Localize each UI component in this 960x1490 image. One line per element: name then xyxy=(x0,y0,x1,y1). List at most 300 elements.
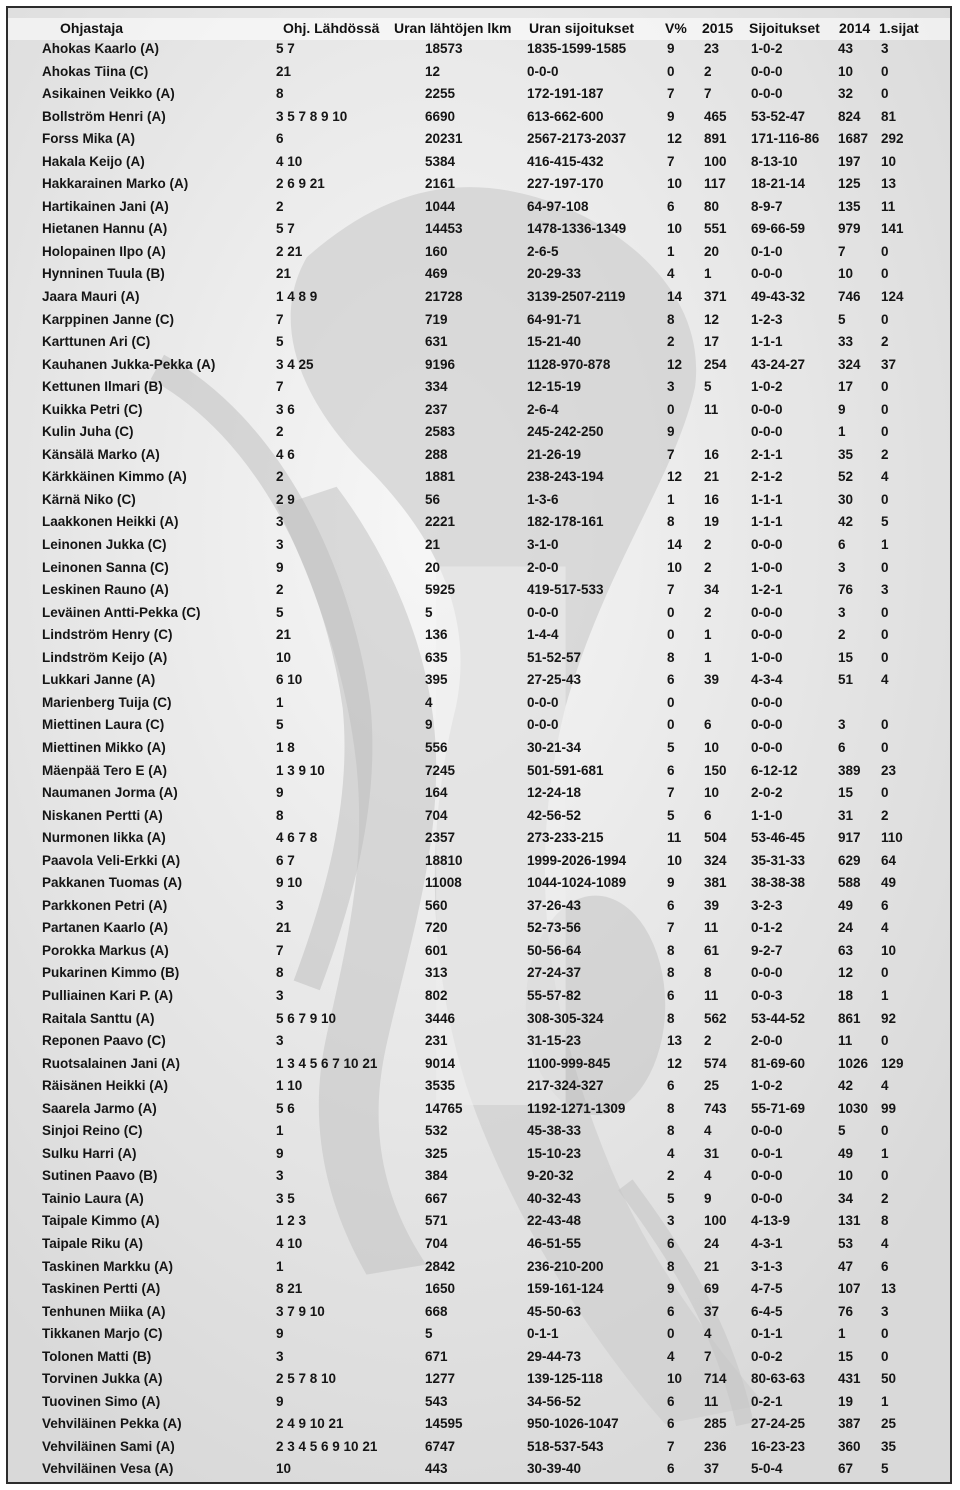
career-placings: 50-56-64 xyxy=(527,942,582,958)
wins-2014: 0 xyxy=(881,243,889,259)
ohj-lahdossa: 8 xyxy=(276,965,284,981)
career-starts: 9014 xyxy=(425,1055,456,1071)
placings-2015: 0-0-0 xyxy=(751,1168,783,1184)
placings-2015: 49-43-32 xyxy=(751,289,806,305)
career-starts: 160 xyxy=(425,243,448,259)
starts-2014: 588 xyxy=(838,875,861,891)
wins-2014: 11 xyxy=(881,198,896,214)
starts-2014: 979 xyxy=(838,221,861,237)
ohj-lahdossa: 10 xyxy=(276,649,292,665)
table-row xyxy=(8,399,950,422)
starts-2014: 33 xyxy=(838,334,854,350)
placings-2015: 3-2-3 xyxy=(751,897,783,913)
starts-2015: 25 xyxy=(704,1078,720,1094)
career-starts: 3535 xyxy=(425,1078,456,1094)
placings-2015: 0-0-0 xyxy=(751,86,783,102)
starts-2014: 1030 xyxy=(838,1100,869,1116)
wins-2014: 4 xyxy=(881,920,889,936)
win-percent: 10 xyxy=(667,1371,683,1387)
win-percent: 11 xyxy=(667,830,682,846)
ohj-lahdossa: 2 6 9 21 xyxy=(276,176,325,192)
driver-name: Pukarinen Kimmo (B) xyxy=(42,965,180,981)
table-row xyxy=(8,1413,950,1436)
win-percent: 8 xyxy=(667,1010,675,1026)
wins-2014: 4 xyxy=(881,1235,889,1251)
starts-2014: 12 xyxy=(838,965,854,981)
career-starts: 5 xyxy=(425,604,433,620)
career-placings: 0-0-0 xyxy=(527,717,559,733)
career-placings: 42-56-52 xyxy=(527,807,582,823)
starts-2015: 10 xyxy=(704,739,720,755)
win-percent: 7 xyxy=(667,582,675,598)
career-starts: 136 xyxy=(425,627,448,643)
wins-2014: 99 xyxy=(881,1100,897,1116)
wins-2014: 6 xyxy=(881,897,889,913)
table-row xyxy=(8,489,950,512)
starts-2015: 37 xyxy=(704,1461,720,1477)
table-row xyxy=(8,218,950,241)
starts-2014: 1 xyxy=(838,1326,846,1342)
placings-2015: 0-0-3 xyxy=(751,987,783,1003)
win-percent: 7 xyxy=(667,920,675,936)
table-row xyxy=(8,1458,950,1481)
starts-2015: 23 xyxy=(704,41,720,56)
wins-2014: 2 xyxy=(881,334,889,350)
starts-2014: 49 xyxy=(838,1145,854,1161)
placings-2015: 1-2-1 xyxy=(751,582,783,598)
starts-2015: 37 xyxy=(704,1303,720,1319)
placings-2015: 4-3-4 xyxy=(751,672,783,688)
starts-2014: 360 xyxy=(838,1438,861,1454)
career-placings: 950-1026-1047 xyxy=(527,1416,619,1432)
career-placings: 30-39-40 xyxy=(527,1461,582,1477)
wins-2014: 3 xyxy=(881,1303,889,1319)
starts-2014: 52 xyxy=(838,469,854,485)
starts-2015: 1 xyxy=(704,627,712,643)
starts-2015: 39 xyxy=(704,897,720,913)
driver-name: Taskinen Pertti (A) xyxy=(42,1281,161,1297)
table-row xyxy=(8,511,950,534)
win-percent: 2 xyxy=(667,1168,675,1184)
wins-2014: 23 xyxy=(881,762,897,778)
ohj-lahdossa: 6 xyxy=(276,131,284,147)
starts-2015: 7 xyxy=(704,1348,712,1364)
placings-2015: 18-21-14 xyxy=(751,176,806,192)
career-starts: 164 xyxy=(425,785,448,801)
starts-2014: 2 xyxy=(838,627,846,643)
table-row xyxy=(8,1323,950,1346)
wins-2014: 2 xyxy=(881,807,889,823)
ohj-lahdossa: 5 7 xyxy=(276,221,295,237)
career-starts: 2221 xyxy=(425,514,456,530)
career-starts: 20 xyxy=(425,559,441,575)
ohj-lahdossa: 6 7 xyxy=(276,852,295,868)
driver-name: Naumanen Jorma (A) xyxy=(42,785,178,801)
header-2014: 2014 xyxy=(839,20,871,36)
starts-2015: 743 xyxy=(704,1100,727,1116)
career-placings: 419-517-533 xyxy=(527,582,604,598)
career-starts: 543 xyxy=(425,1393,448,1409)
driver-name: Hakala Keijo (A) xyxy=(42,153,145,169)
wins-2014: 0 xyxy=(881,1348,889,1364)
placings-2015: 0-0-0 xyxy=(751,1190,783,1206)
table-row xyxy=(8,737,950,760)
table-row xyxy=(8,106,950,129)
header-2015: 2015 xyxy=(702,20,734,36)
wins-2014: 0 xyxy=(881,1033,889,1049)
placings-2015: 35-31-33 xyxy=(751,852,806,868)
table-row xyxy=(8,421,950,444)
win-percent: 9 xyxy=(667,424,675,440)
career-starts: 560 xyxy=(425,897,448,913)
win-percent: 6 xyxy=(667,1393,675,1409)
wins-2014: 0 xyxy=(881,424,889,440)
win-percent: 8 xyxy=(667,311,675,327)
placings-2015: 1-0-2 xyxy=(751,41,783,56)
wins-2014: 0 xyxy=(881,379,889,395)
placings-2015: 171-116-86 xyxy=(751,131,820,147)
wins-2014: 0 xyxy=(881,627,889,643)
career-placings: 159-161-124 xyxy=(527,1281,604,1297)
win-percent: 3 xyxy=(667,1213,675,1229)
ohj-lahdossa: 2 21 xyxy=(276,243,303,259)
wins-2014: 2 xyxy=(881,446,889,462)
career-placings: 15-10-23 xyxy=(527,1145,582,1161)
placings-2015: 0-0-0 xyxy=(751,739,783,755)
ohj-lahdossa: 21 xyxy=(276,920,292,936)
starts-2014: 19 xyxy=(838,1393,854,1409)
career-placings: 613-662-600 xyxy=(527,108,604,124)
placings-2015: 1-2-3 xyxy=(751,311,783,327)
starts-2015: 381 xyxy=(704,875,727,891)
driver-name: Hietanen Hannu (A) xyxy=(42,221,168,237)
starts-2014: 861 xyxy=(838,1010,861,1026)
ohj-lahdossa: 9 xyxy=(276,1326,284,1342)
table-row xyxy=(8,331,950,354)
starts-2015: 2 xyxy=(704,537,712,553)
wins-2014: 0 xyxy=(881,491,889,507)
career-starts: 4 xyxy=(425,694,433,710)
driver-name: Lindström Keijo (A) xyxy=(42,649,168,665)
win-percent: 9 xyxy=(667,108,675,124)
results-table-page xyxy=(6,6,952,1484)
starts-2014: 53 xyxy=(838,1235,854,1251)
win-percent: 4 xyxy=(667,1348,675,1364)
wins-2014: 49 xyxy=(881,875,897,891)
starts-2015: 254 xyxy=(704,356,727,372)
wins-2014: 50 xyxy=(881,1371,897,1387)
ohj-lahdossa: 3 xyxy=(276,1348,284,1364)
placings-2015: 0-0-0 xyxy=(751,604,783,620)
career-placings: 55-57-82 xyxy=(527,987,582,1003)
wins-2014: 0 xyxy=(881,401,889,417)
career-starts: 2357 xyxy=(425,830,456,846)
starts-2015: 562 xyxy=(704,1010,727,1026)
starts-2014: 63 xyxy=(838,942,854,958)
starts-2015: 504 xyxy=(704,830,727,846)
driver-name: Bollström Henri (A) xyxy=(42,108,166,124)
table-row xyxy=(8,1143,950,1166)
starts-2015: 34 xyxy=(704,582,720,598)
wins-2014: 0 xyxy=(881,559,889,575)
table-row xyxy=(8,534,950,557)
ohj-lahdossa: 2 3 4 5 6 9 10 21 xyxy=(276,1438,378,1454)
win-percent: 4 xyxy=(667,1145,675,1161)
driver-name: Kauhanen Jukka-Pekka (A) xyxy=(42,356,216,372)
wins-2014: 0 xyxy=(881,965,889,981)
career-starts: 2583 xyxy=(425,424,456,440)
wins-2014: 13 xyxy=(881,176,897,192)
placings-2015: 27-24-25 xyxy=(751,1416,806,1432)
career-starts: 7245 xyxy=(425,762,456,778)
starts-2015: 11 xyxy=(704,987,719,1003)
placings-2015: 16-23-23 xyxy=(751,1438,806,1454)
placings-2015: 4-7-5 xyxy=(751,1281,783,1297)
wins-2014: 4 xyxy=(881,672,889,688)
ohj-lahdossa: 2 xyxy=(276,469,284,485)
win-percent: 7 xyxy=(667,446,675,462)
win-percent: 6 xyxy=(667,897,675,913)
wins-2014: 1 xyxy=(881,1393,889,1409)
wins-2014: 0 xyxy=(881,1168,889,1184)
starts-2014: 15 xyxy=(838,785,854,801)
placings-2015: 1-1-1 xyxy=(751,491,783,507)
career-placings: 416-415-432 xyxy=(527,153,604,169)
ohj-lahdossa: 8 xyxy=(276,807,284,823)
wins-2014: 0 xyxy=(881,86,889,102)
starts-2014: 15 xyxy=(838,1348,854,1364)
career-starts: 384 xyxy=(425,1168,448,1184)
ohj-lahdossa: 3 xyxy=(276,1168,284,1184)
ohj-lahdossa: 1 2 3 xyxy=(276,1213,307,1229)
career-placings: 227-197-170 xyxy=(527,176,604,192)
starts-2014: 5 xyxy=(838,1123,846,1139)
starts-2014: 3 xyxy=(838,604,846,620)
career-placings: 27-25-43 xyxy=(527,672,582,688)
starts-2014: 15 xyxy=(838,649,854,665)
table-row xyxy=(8,872,950,895)
career-starts: 635 xyxy=(425,649,448,665)
ohj-lahdossa: 5 xyxy=(276,717,284,733)
placings-2015: 53-44-52 xyxy=(751,1010,806,1026)
starts-2014: 1687 xyxy=(838,131,869,147)
win-percent: 0 xyxy=(667,717,675,733)
table-row xyxy=(8,1368,950,1391)
placings-2015: 0-0-0 xyxy=(751,537,783,553)
placings-2015: 2-0-0 xyxy=(751,1033,783,1049)
starts-2015: 16 xyxy=(704,491,720,507)
driver-name: Leskinen Rauno (A) xyxy=(42,582,169,598)
starts-2014: 3 xyxy=(838,717,846,733)
driver-name: Karttunen Ari (C) xyxy=(42,334,151,350)
table-row xyxy=(8,241,950,264)
starts-2014: 7 xyxy=(838,243,846,259)
ohj-lahdossa: 21 xyxy=(276,627,292,643)
table-row xyxy=(8,309,950,332)
win-percent: 12 xyxy=(667,1055,683,1071)
career-placings: 501-591-681 xyxy=(527,762,604,778)
starts-2015: 10 xyxy=(704,785,720,801)
wins-2014: 0 xyxy=(881,604,889,620)
career-placings: 1044-1024-1089 xyxy=(527,875,627,891)
starts-2015: 551 xyxy=(704,221,727,237)
starts-2014: 1 xyxy=(838,424,846,440)
career-starts: 334 xyxy=(425,379,448,395)
driver-name: Hynninen Tuula (B) xyxy=(42,266,165,282)
win-percent: 0 xyxy=(667,694,675,710)
win-percent: 13 xyxy=(667,1033,683,1049)
driver-name: Sulku Harri (A) xyxy=(42,1145,137,1161)
table-row xyxy=(8,624,950,647)
career-placings: 0-1-1 xyxy=(527,1326,559,1342)
starts-2014: 107 xyxy=(838,1281,861,1297)
ohj-lahdossa: 5 6 7 9 10 xyxy=(276,1010,337,1026)
win-percent: 2 xyxy=(667,334,675,350)
career-starts: 14453 xyxy=(425,221,463,237)
wins-2014: 35 xyxy=(881,1438,897,1454)
placings-2015: 2-0-2 xyxy=(751,785,783,801)
wins-2014: 13 xyxy=(881,1281,897,1297)
win-percent: 4 xyxy=(667,266,675,282)
placings-2015: 4-3-1 xyxy=(751,1235,783,1251)
win-percent: 6 xyxy=(667,672,675,688)
starts-2015: 150 xyxy=(704,762,727,778)
wins-2014: 92 xyxy=(881,1010,897,1026)
table-row xyxy=(8,83,950,106)
career-placings: 1-4-4 xyxy=(527,627,559,643)
driver-name: Miettinen Laura (C) xyxy=(42,717,165,733)
starts-2015: 11 xyxy=(704,920,719,936)
placings-2015: 1-1-1 xyxy=(751,334,783,350)
career-placings: 1128-970-878 xyxy=(527,356,611,372)
win-percent: 8 xyxy=(667,1123,675,1139)
wins-2014: 1 xyxy=(881,987,889,1003)
table-row xyxy=(8,895,950,918)
career-placings: 0-0-0 xyxy=(527,63,559,79)
driver-name: Porokka Markus (A) xyxy=(42,942,169,958)
starts-2015: 2 xyxy=(704,63,712,79)
career-starts: 6690 xyxy=(425,108,456,124)
ohj-lahdossa: 1 xyxy=(276,694,284,710)
starts-2015: 19 xyxy=(704,514,720,530)
win-percent: 8 xyxy=(667,965,675,981)
starts-2014: 43 xyxy=(838,41,854,56)
career-placings: 51-52-57 xyxy=(527,649,582,665)
career-placings: 2567-2173-2037 xyxy=(527,131,627,147)
ohj-lahdossa: 1 3 9 10 xyxy=(276,762,325,778)
table-row xyxy=(8,61,950,84)
win-percent: 8 xyxy=(667,1258,675,1274)
ohj-lahdossa: 10 xyxy=(276,1461,292,1477)
ohj-lahdossa: 1 xyxy=(276,1258,284,1274)
driver-name: Tolonen Matti (B) xyxy=(42,1348,152,1364)
career-starts: 6747 xyxy=(425,1438,456,1454)
driver-name: Nurmonen Iikka (A) xyxy=(42,830,166,846)
starts-2015: 1 xyxy=(704,649,712,665)
career-placings: 1-3-6 xyxy=(527,491,559,507)
driver-name: Kettunen Ilmari (B) xyxy=(42,379,163,395)
starts-2015: 20 xyxy=(704,243,720,259)
win-percent: 6 xyxy=(667,987,675,1003)
placings-2015: 0-0-0 xyxy=(751,694,783,710)
win-percent: 8 xyxy=(667,514,675,530)
placings-2015: 43-24-27 xyxy=(751,356,806,372)
table-row xyxy=(8,1256,950,1279)
driver-name: Tuovinen Simo (A) xyxy=(42,1393,161,1409)
starts-2014: 746 xyxy=(838,289,861,305)
career-placings: 9-20-32 xyxy=(527,1168,574,1184)
starts-2014: 18 xyxy=(838,987,854,1003)
starts-2014: 51 xyxy=(838,672,854,688)
career-starts: 802 xyxy=(425,987,448,1003)
table-body xyxy=(8,38,950,1481)
starts-2014: 76 xyxy=(838,582,854,598)
career-starts: 532 xyxy=(425,1123,448,1139)
career-starts: 21 xyxy=(425,537,441,553)
ohj-lahdossa: 7 xyxy=(276,379,284,395)
win-percent: 0 xyxy=(667,627,675,643)
career-starts: 18573 xyxy=(425,41,463,56)
driver-name: Paavola Veli-Erkki (A) xyxy=(42,852,181,868)
table-row xyxy=(8,1278,950,1301)
career-starts: 5925 xyxy=(425,582,456,598)
placings-2015: 2-1-2 xyxy=(751,469,783,485)
win-percent: 8 xyxy=(667,649,675,665)
driver-name: Kärnä Niko (C) xyxy=(42,491,136,507)
starts-2015: 714 xyxy=(704,1371,727,1387)
ohj-lahdossa: 2 5 7 8 10 xyxy=(276,1371,337,1387)
win-percent: 7 xyxy=(667,1438,675,1454)
starts-2015: 11 xyxy=(704,1393,719,1409)
ohj-lahdossa: 6 10 xyxy=(276,672,303,688)
career-starts: 720 xyxy=(425,920,448,936)
career-placings: 22-43-48 xyxy=(527,1213,582,1229)
table-row xyxy=(8,1053,950,1076)
ohj-lahdossa: 3 5 7 8 9 10 xyxy=(276,108,348,124)
placings-2015: 53-52-47 xyxy=(751,108,806,124)
table-row xyxy=(8,782,950,805)
placings-2015: 0-1-0 xyxy=(751,243,783,259)
driver-name: Holopainen Ilpo (A) xyxy=(42,243,166,259)
starts-2015: 6 xyxy=(704,807,712,823)
wins-2014: 5 xyxy=(881,1461,889,1477)
driver-name: Sutinen Paavo (B) xyxy=(42,1168,158,1184)
ohj-lahdossa: 21 xyxy=(276,266,292,282)
starts-2014: 67 xyxy=(838,1461,854,1477)
placings-2015: 0-0-0 xyxy=(751,965,783,981)
starts-2014: 76 xyxy=(838,1303,854,1319)
career-starts: 5 xyxy=(425,1326,433,1342)
career-starts: 671 xyxy=(425,1348,448,1364)
driver-name: Parkkonen Petri (A) xyxy=(42,897,168,913)
driver-name: Miettinen Mikko (A) xyxy=(42,739,166,755)
starts-2014: 24 xyxy=(838,920,854,936)
win-percent: 10 xyxy=(667,559,683,575)
starts-2015: 4 xyxy=(704,1326,712,1342)
table-row xyxy=(8,1301,950,1324)
career-starts: 18810 xyxy=(425,852,463,868)
ohj-lahdossa: 3 4 25 xyxy=(276,356,314,372)
placings-2015: 1-0-2 xyxy=(751,1078,783,1094)
table-row xyxy=(8,466,950,489)
career-placings: 236-210-200 xyxy=(527,1258,604,1274)
career-placings: 0-0-0 xyxy=(527,604,559,620)
starts-2015: 6 xyxy=(704,717,712,733)
table-row xyxy=(8,850,950,873)
placings-2015: 8-13-10 xyxy=(751,153,798,169)
ohj-lahdossa: 1 8 xyxy=(276,739,295,755)
career-placings: 15-21-40 xyxy=(527,334,582,350)
